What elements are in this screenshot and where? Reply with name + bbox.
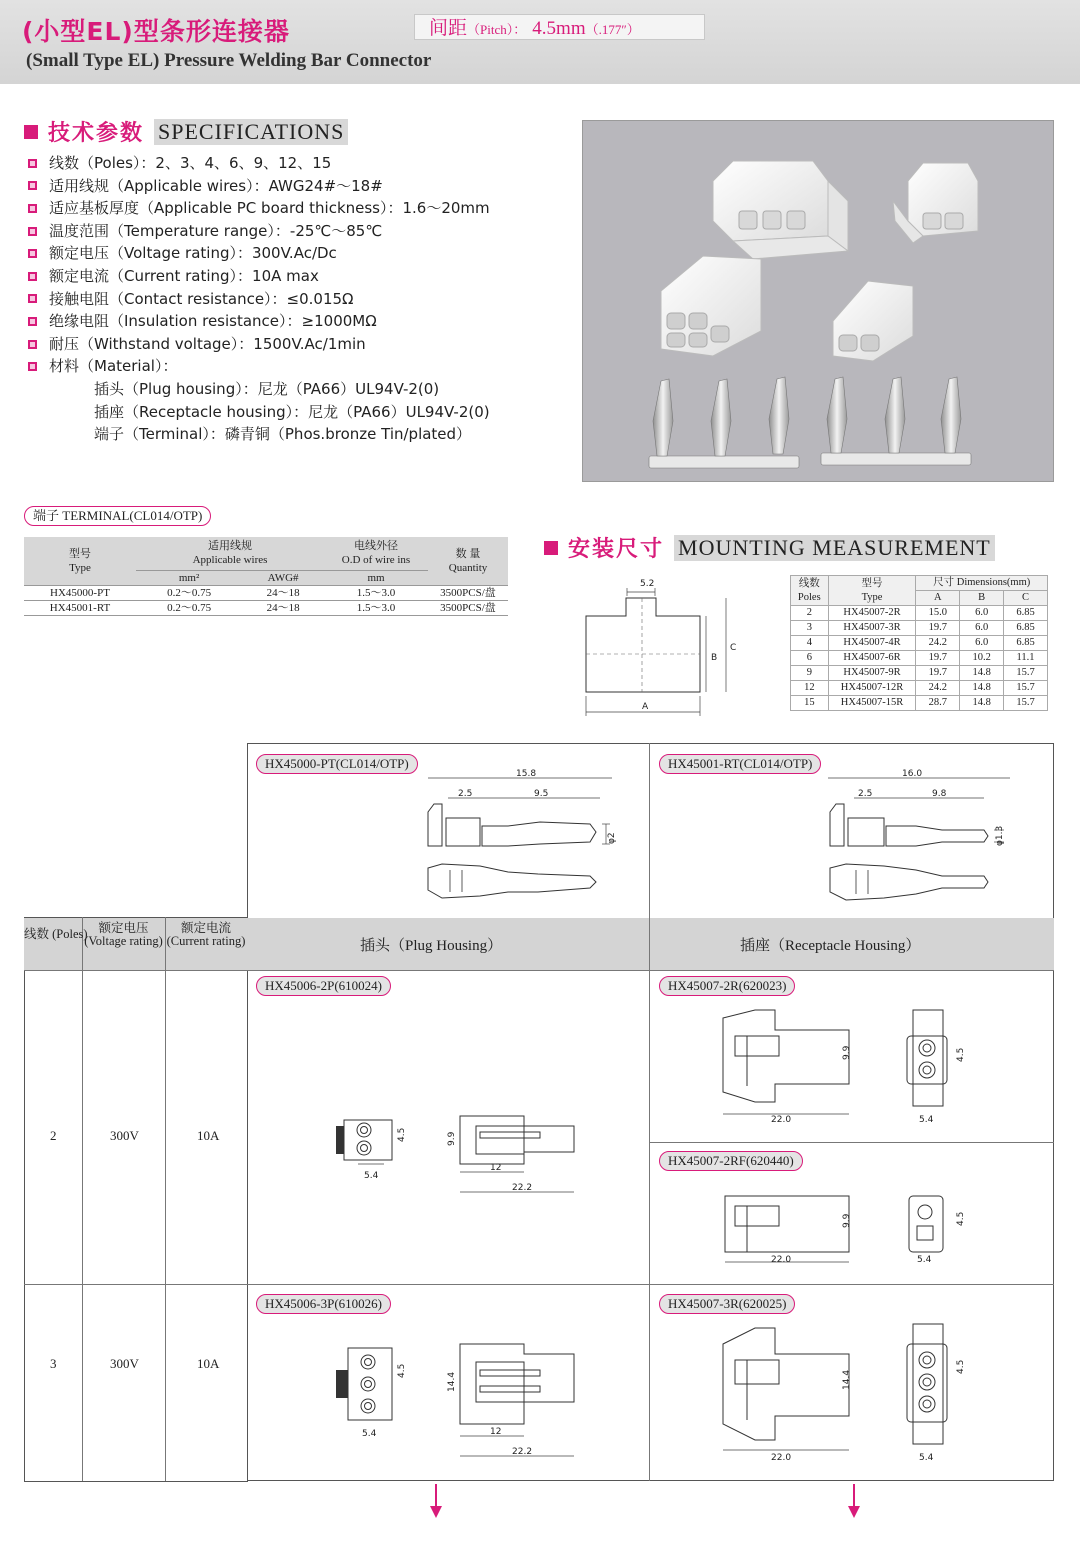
mount-heading [544,532,995,563]
square-icon [24,125,38,139]
table-row: 2 HX45007-2R 15.0 6.0 6.85 [791,606,1048,621]
pitch-sub: （Pitch）： [467,22,527,37]
rt-pill: HX45001-RT(CL014/OTP) [659,754,821,774]
svg-text:5.4: 5.4 [362,1429,377,1439]
bullet-icon [28,181,37,190]
svg-text:22.2: 22.2 [512,1447,533,1457]
bullet-icon [28,204,37,213]
table-row: 9 HX45007-9R 19.7 14.8 15.7 [791,666,1048,681]
svg-text:4.5: 4.5 [956,1359,966,1374]
table-row: 4 HX45007-4R 24.2 6.0 6.85 [791,636,1048,651]
svg-text:5.4: 5.4 [917,1255,932,1265]
terminal-pill: 端子 TERMINAL(CL014/OTP) [24,506,211,526]
table-row: 3 HX45007-3R 19.7 6.0 6.85 [791,621,1048,636]
svg-text:16.0: 16.0 [902,769,923,779]
arrow-down-icon [430,1484,442,1520]
spec-text: 额定电流（Current rating）：10A max [49,266,319,285]
spec-text: 材料（Material）： [49,357,178,376]
row-divider [24,970,1054,971]
title-cn: (小型EL)型条形连接器 [22,17,290,46]
th-od-unit: mm [324,570,428,585]
col-divider [649,743,650,1481]
th-c: C [1004,591,1048,606]
svg-text:9.9: 9.9 [842,1213,852,1228]
mount-head-cn: 安装尺寸 [568,537,665,562]
svg-text:22.0: 22.0 [771,1255,792,1265]
plug-2p-side [440,1112,580,1202]
dim-top: 5.2 [640,579,655,589]
row-divider [649,1142,1054,1143]
dim-c: C [730,643,737,653]
plug-3p-pill: HX45006-3P(610026) [256,1294,391,1314]
pitch-inch: （.177″） [585,22,640,37]
spec-row [28,242,568,265]
col-current: 额定电流 (Current rating) [166,921,246,948]
plug-3p-side [440,1340,580,1460]
svg-text:4.5: 4.5 [956,1211,966,1226]
mount-table [790,575,1048,711]
spec-row [28,310,568,333]
terminal-table [24,537,508,616]
recept-2r-side [715,1006,865,1126]
recept-2rf-side [715,1180,865,1270]
row3-current: 10A [197,1356,220,1371]
pitch-box [414,14,705,40]
th-a: A [916,591,960,606]
th-b: B [960,591,1004,606]
th-awg: AWG# [242,570,324,585]
spec-row [28,152,568,175]
bullet-icon [28,362,37,371]
spec-row [28,175,568,198]
spec-list [28,152,568,446]
row2-poles: 2 [50,1128,57,1143]
svg-text:12: 12 [490,1163,502,1173]
svg-text:22.2: 22.2 [512,1183,533,1193]
title-en: (Small Type EL) Pressure Welding Bar Connector [26,50,432,71]
square-icon [544,541,558,555]
recept-2rf-front [905,1180,985,1270]
th-od: 电线外径 O.D of wire ins [324,537,428,570]
spec-row [28,265,568,288]
table-row: 15 HX45007-15R 28.7 14.8 15.7 [791,696,1048,711]
spec-text: 耐压（Withstand voltage）：1500V.Ac/1min [49,334,366,353]
spec-row [28,197,568,220]
pt-terminal-drawing [420,768,620,908]
plug-2p-pill: HX45006-2P(610024) [256,976,391,996]
svg-text:15.8: 15.8 [516,769,537,779]
svg-text:φ1.3: φ1.3 [995,825,1005,846]
svg-text:9.9: 9.9 [842,1045,852,1060]
product-photo [582,120,1054,482]
material-row: 插座（Receptacle housing）：尼龙（PA66）UL94V-2(0) [94,402,490,421]
svg-text:9.8: 9.8 [932,789,947,799]
receptacle-housing-title: 插座（Receptacle Housing） [740,938,921,954]
col-divider [165,917,166,1481]
th-poles: 线数 Poles [791,576,829,606]
bullet-icon [28,249,37,258]
spec-row [28,333,568,356]
plug-housing-title: 插头（Plug Housing） [360,938,503,954]
recept-2rf-pill: HX45007-2RF(620440) [659,1151,803,1171]
row3-voltage: 300V [110,1356,139,1371]
bullet-icon [28,317,37,326]
material-row: 端子（Terminal）：磷青铜（Phos.bronze Tin/plated） [94,425,472,444]
bullet-icon [28,294,37,303]
table-row: 6 HX45007-6R 19.7 10.2 11.1 [791,651,1048,666]
spec-heading [24,116,348,147]
svg-text:2.5: 2.5 [858,789,873,799]
col-poles: 线数 (Poles) [24,927,88,941]
table-row: HX45000-PT 0.2～0.75 24～18 1.5～3.0 3500PCS/盘 [24,585,508,600]
spec-text: 适用线规（Applicable wires）：AWG24#～18# [49,176,383,195]
recept-3r-side [715,1320,865,1470]
svg-text:2.5: 2.5 [458,789,473,799]
th-wires: 适用线规 Applicable wires [136,537,324,570]
recept-2r-pill: HX45007-2R(620023) [659,976,795,996]
arrow-down-icon [848,1484,860,1520]
spec-text: 额定电压（Voltage rating）：300V.Ac/Dc [49,244,337,263]
col-divider [82,917,83,1481]
table-row: 12 HX45007-12R 24.2 14.8 15.7 [791,681,1048,696]
left-table-bottom [24,1481,248,1482]
left-border [24,917,25,1481]
th-type: 型号 Type [24,537,136,585]
svg-text:φ2: φ2 [607,832,617,844]
svg-text:4.5: 4.5 [397,1363,407,1378]
bullet-icon [28,340,37,349]
bullet-icon [28,272,37,281]
recept-3r-pill: HX45007-3R(620025) [659,1294,795,1314]
connector-photo-drawing [583,121,1055,483]
svg-text:9.5: 9.5 [534,789,549,799]
mount-diagram [580,576,750,716]
pitch-value: 4.5mm [532,18,586,39]
row2-current: 10A [197,1128,220,1143]
dim-a: A [642,702,649,712]
bullet-icon [28,227,37,236]
mount-head-en: MOUNTING MEASUREMENT [674,535,995,561]
recept-2r-front [905,1006,985,1126]
spec-text: 线数（Poles）：2、3、4、6、9、12、15 [49,154,332,172]
table-row: HX45001-RT 0.2～0.75 24～18 1.5～3.0 3500PCS/盘 [24,600,508,615]
plug-3p-front [334,1344,414,1444]
recept-3r-front [905,1320,985,1470]
material-row: 插头（Plug housing）：尼龙（PA66）UL94V-2(0) [94,379,440,398]
svg-text:4.5: 4.5 [956,1047,966,1062]
th-type: 型号 Type [828,576,916,606]
rt-terminal-drawing [824,768,1024,908]
dim-b: B [711,653,718,663]
pitch-label: 间距 [429,17,468,39]
th-qty: 数 量 Quantity [428,537,508,585]
spec-text: 接触电阻（Contact resistance）：≤0.015Ω [49,289,354,308]
th-mm2: mm² [136,570,242,585]
th-dim: 尺寸 Dimensions(mm) [916,576,1048,591]
col-voltage: 额定电压 (Voltage rating) [84,921,163,948]
row3-poles: 3 [50,1356,57,1371]
plug-2p-front [334,1116,414,1186]
pt-pill: HX45000-PT(CL014/OTP) [256,754,418,774]
row-divider [24,1284,1054,1285]
spec-row [28,220,568,243]
spec-head-en: SPECIFICATIONS [154,119,348,145]
spec-row [28,355,568,378]
svg-text:14.4: 14.4 [842,1369,852,1390]
svg-text:9.9: 9.9 [447,1131,457,1146]
spec-text: 适应基板厚度（Applicable PC board thickness）：1.6～20mm [49,199,490,218]
svg-text:5.4: 5.4 [364,1171,379,1181]
svg-text:22.0: 22.0 [771,1453,792,1463]
svg-text:5.4: 5.4 [919,1453,934,1463]
svg-text:14.4: 14.4 [447,1371,457,1392]
spec-row [28,288,568,311]
spec-text: 温度范围（Temperature range）：-25℃～85℃ [49,221,383,240]
row2-voltage: 300V [110,1128,139,1143]
bullet-icon [28,159,37,168]
spec-head-cn: 技术参数 [48,121,145,146]
svg-text:22.0: 22.0 [771,1115,792,1125]
svg-text:5.4: 5.4 [919,1115,934,1125]
svg-text:12: 12 [490,1427,502,1437]
svg-text:4.5: 4.5 [397,1127,407,1142]
spec-text: 绝缘电阻（Insulation resistance）：≥1000MΩ [49,312,377,331]
